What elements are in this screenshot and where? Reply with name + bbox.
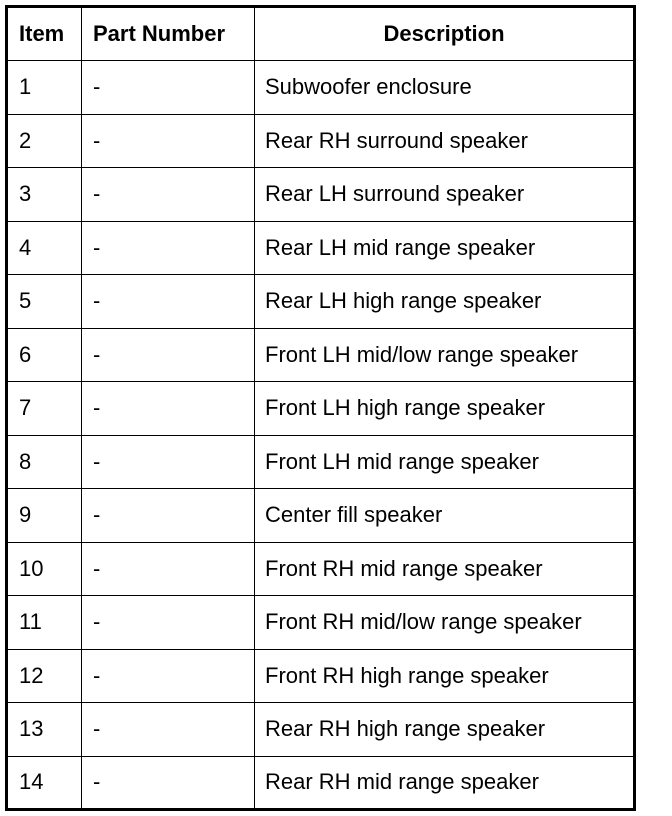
- table-row: [7, 61, 635, 115]
- cell-item: 11: [7, 596, 82, 650]
- cell-part-number: -: [82, 596, 255, 650]
- cell-item: 5: [7, 275, 82, 329]
- table-row: [7, 489, 635, 543]
- table-row: [7, 275, 635, 329]
- cell-description: Rear LH high range speaker: [255, 275, 635, 329]
- cell-description: Subwoofer enclosure: [255, 61, 635, 115]
- table-row: [7, 328, 635, 382]
- cell-description: Rear RH mid range speaker: [255, 756, 635, 810]
- cell-part-number: -: [82, 275, 255, 329]
- cell-description: Rear RH high range speaker: [255, 703, 635, 757]
- table-header: [7, 7, 635, 61]
- cell-description: Front RH mid range speaker: [255, 542, 635, 596]
- cell-description: Rear LH surround speaker: [255, 168, 635, 222]
- cell-item: 1: [7, 61, 82, 115]
- table-row: [7, 542, 635, 596]
- cell-item: 3: [7, 168, 82, 222]
- cell-item: 10: [7, 542, 82, 596]
- table-row: [7, 596, 635, 650]
- cell-part-number: -: [82, 168, 255, 222]
- cell-item: 7: [7, 382, 82, 436]
- header-item: Item: [7, 7, 82, 61]
- table-row: [7, 114, 635, 168]
- cell-description: Front RH mid/low range speaker: [255, 596, 635, 650]
- table-row: [7, 756, 635, 810]
- cell-part-number: -: [82, 542, 255, 596]
- table-row: [7, 435, 635, 489]
- cell-description: Front LH mid/low range speaker: [255, 328, 635, 382]
- header-part-number: Part Number: [82, 7, 255, 61]
- cell-part-number: -: [82, 703, 255, 757]
- cell-part-number: -: [82, 328, 255, 382]
- cell-part-number: -: [82, 756, 255, 810]
- cell-part-number: -: [82, 489, 255, 543]
- cell-description: Front LH mid range speaker: [255, 435, 635, 489]
- header-description: Description: [255, 7, 635, 61]
- cell-item: 2: [7, 114, 82, 168]
- table-body: [7, 61, 635, 810]
- header-row: [7, 7, 635, 61]
- cell-description: Front RH high range speaker: [255, 649, 635, 703]
- table-row: [7, 382, 635, 436]
- table-row: [7, 703, 635, 757]
- cell-item: 4: [7, 221, 82, 275]
- cell-part-number: -: [82, 61, 255, 115]
- table-row: [7, 221, 635, 275]
- cell-part-number: -: [82, 649, 255, 703]
- cell-description: Center fill speaker: [255, 489, 635, 543]
- cell-part-number: -: [82, 435, 255, 489]
- cell-item: 13: [7, 703, 82, 757]
- table-row: [7, 649, 635, 703]
- parts-table: [5, 5, 636, 811]
- cell-part-number: -: [82, 221, 255, 275]
- cell-description: Rear LH mid range speaker: [255, 221, 635, 275]
- cell-item: 12: [7, 649, 82, 703]
- cell-description: Front LH high range speaker: [255, 382, 635, 436]
- table-row: [7, 168, 635, 222]
- cell-part-number: -: [82, 382, 255, 436]
- cell-part-number: -: [82, 114, 255, 168]
- cell-item: 14: [7, 756, 82, 810]
- cell-item: 9: [7, 489, 82, 543]
- cell-description: Rear RH surround speaker: [255, 114, 635, 168]
- cell-item: 6: [7, 328, 82, 382]
- cell-item: 8: [7, 435, 82, 489]
